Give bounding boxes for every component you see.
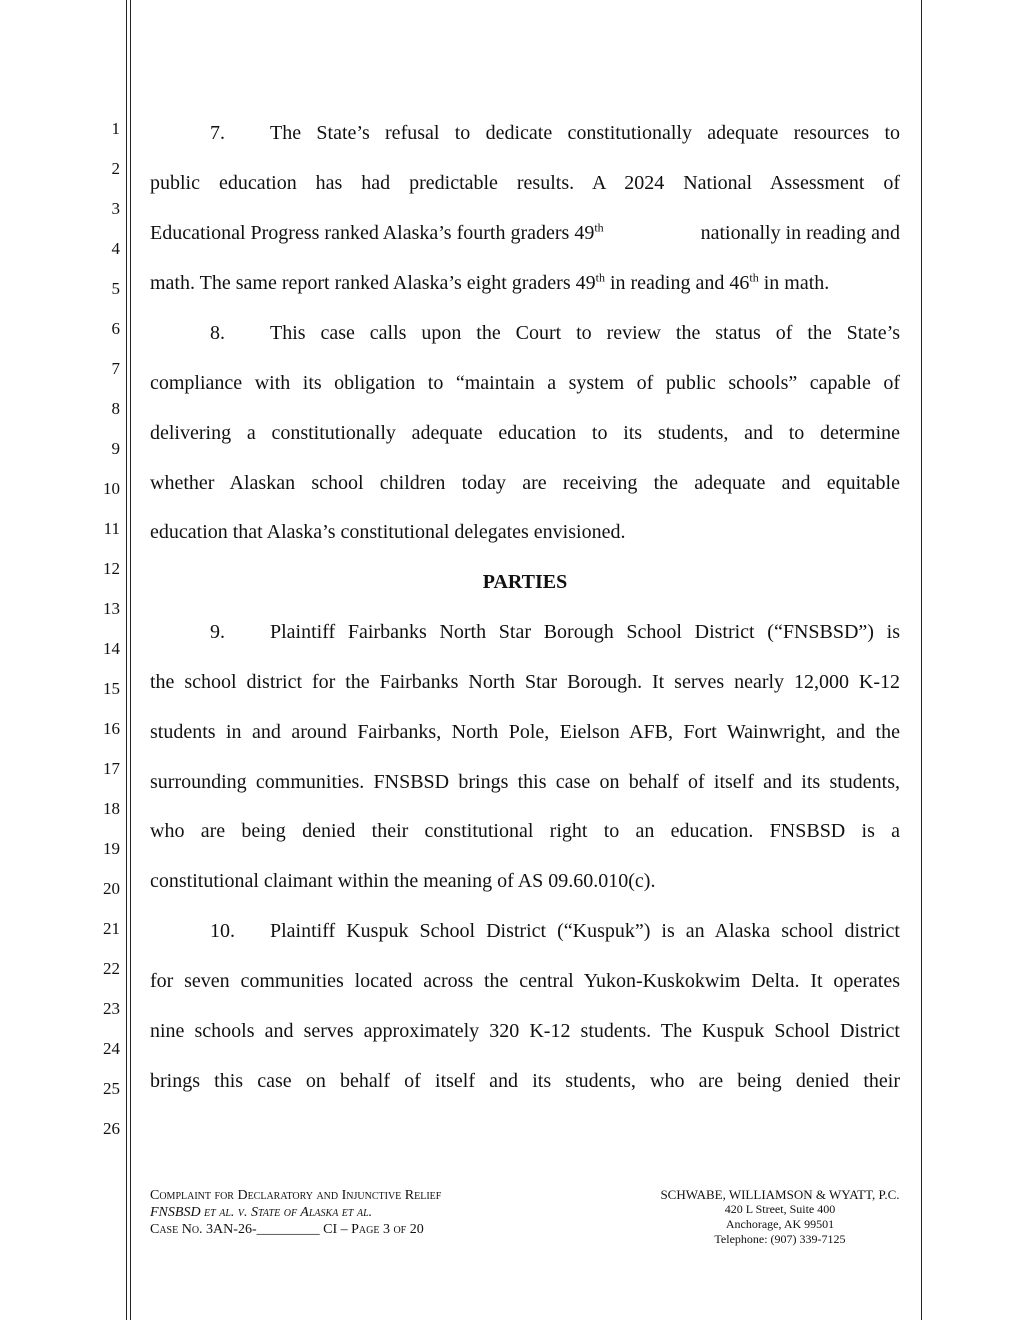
footer-address-line: Anchorage, AK 99501 bbox=[725, 1217, 835, 1231]
line-number: 18 bbox=[103, 799, 120, 818]
line-number: 20 bbox=[103, 879, 120, 898]
line-number: 21 bbox=[103, 919, 120, 938]
paragraph-text: This case calls upon the Court to review the status of the State’s bbox=[270, 322, 900, 344]
paragraph-line bbox=[150, 620, 900, 644]
paragraph-line: public education has had predictable results. A 2024 National Assessment of bbox=[150, 172, 900, 194]
paragraph-number: 8. bbox=[210, 322, 225, 344]
left-margin-rule-2 bbox=[130, 0, 131, 1320]
line-number: 3 bbox=[111, 199, 120, 218]
line-number: 4 bbox=[111, 239, 120, 258]
line-number: 6 bbox=[111, 319, 120, 338]
superscript: th bbox=[749, 270, 759, 285]
line-number: 14 bbox=[103, 639, 120, 658]
line-number: 24 bbox=[103, 1039, 120, 1058]
line-number: 26 bbox=[103, 1119, 120, 1138]
paragraph-line bbox=[150, 321, 900, 345]
paragraph-line: who are being denied their constitutional right to an education. FNSBSD is a bbox=[150, 820, 900, 842]
line-number: 13 bbox=[103, 599, 120, 618]
paragraph-number: 10. bbox=[210, 920, 235, 942]
footer-case-name: FNSBSD et al. v. State of Alaska et al. bbox=[150, 1205, 373, 1220]
footer-case-caption bbox=[150, 1187, 441, 1238]
paragraph-text: Plaintiff Fairbanks North Star Borough School District (“FNSBSD”) is bbox=[270, 621, 900, 643]
paragraph-line: for seven communities located across the central Yukon-Kuskokwim Delta. It operates bbox=[150, 970, 900, 992]
left-margin-rule-1 bbox=[126, 0, 127, 1320]
line-number: 9 bbox=[111, 439, 120, 458]
line-number: 16 bbox=[103, 719, 120, 738]
paragraph-line: whether Alaskan school children today are receiving the adequate and equitable bbox=[150, 472, 900, 494]
line-number: 17 bbox=[103, 759, 120, 778]
right-margin-rule bbox=[921, 0, 922, 1320]
paragraph-number: 7. bbox=[210, 122, 225, 144]
footer-document-title: Complaint for Declaratory and Injunctive Relief bbox=[150, 1188, 442, 1203]
line-number: 12 bbox=[103, 559, 120, 578]
line-number: 2 bbox=[111, 159, 120, 178]
superscript: th bbox=[594, 220, 604, 235]
paragraph-line: education that Alaska’s constitutional delegates envisioned. bbox=[150, 521, 626, 543]
line-number: 10 bbox=[103, 479, 120, 498]
paragraph-text: Educational Progress ranked Alaska’s fourth graders 49th bbox=[150, 220, 604, 244]
paragraph-line: delivering a constitutionally adequate education to its students, and to determine bbox=[150, 422, 900, 444]
paragraph-line: the school district for the Fairbanks North Star Borough. It serves nearly 12,000 K-12 bbox=[150, 671, 900, 693]
line-number: 1 bbox=[111, 119, 120, 138]
paragraph-line: students in and around Fairbanks, North Pole, Eielson AFB, Fort Wainwright, and the bbox=[150, 721, 900, 743]
paragraph-text: nationally in reading and bbox=[700, 222, 900, 244]
line-number: 15 bbox=[103, 679, 120, 698]
paragraph-line: surrounding communities. FNSBSD brings this case on behalf of itself and its students, bbox=[150, 771, 900, 793]
footer-address-line: 420 L Street, Suite 400 bbox=[724, 1202, 836, 1216]
paragraph-line: compliance with its obligation to “maintain a system of public schools” capable of bbox=[150, 372, 900, 394]
paragraph-line: nine schools and serves approximately 320 K-12 students. The Kuspuk School District bbox=[150, 1020, 900, 1042]
line-number: 7 bbox=[111, 359, 120, 378]
line-number: 25 bbox=[103, 1079, 120, 1098]
paragraph-line: constitutional claimant within the meaning of AS 09.60.010(c). bbox=[150, 870, 656, 892]
footer-firm-block bbox=[640, 1187, 920, 1247]
paragraph-line: math. The same report ranked Alaska’s eight graders 49th in reading and 46th in math. bbox=[150, 270, 830, 294]
line-number: 11 bbox=[103, 519, 120, 538]
paragraph-text: Plaintiff Kuspuk School District (“Kuspuk”) is an Alaska school district bbox=[270, 920, 900, 942]
line-number: 23 bbox=[103, 999, 120, 1018]
paragraph-line bbox=[150, 221, 900, 245]
footer-case-number: Case No. 3AN-26-_________ CI – Page 3 of 20 bbox=[150, 1222, 424, 1237]
paragraph-line bbox=[150, 121, 900, 145]
paragraph-line bbox=[150, 919, 900, 943]
footer-telephone: Telephone: (907) 339-7125 bbox=[714, 1232, 846, 1246]
paragraph-number: 9. bbox=[210, 621, 225, 643]
line-number: 5 bbox=[111, 279, 120, 298]
paragraph-text: The State’s refusal to dedicate constitutionally adequate resources to bbox=[270, 122, 900, 144]
paragraph-line: brings this case on behalf of itself and its students, who are being denied their bbox=[150, 1070, 900, 1092]
footer-firm-name: SCHWABE, WILLIAMSON & WYATT, P.C. bbox=[660, 1187, 900, 1202]
line-number: 8 bbox=[111, 399, 120, 418]
superscript: th bbox=[595, 270, 605, 285]
line-number: 19 bbox=[103, 839, 120, 858]
section-heading: PARTIES bbox=[482, 571, 568, 593]
line-number: 22 bbox=[103, 959, 120, 978]
